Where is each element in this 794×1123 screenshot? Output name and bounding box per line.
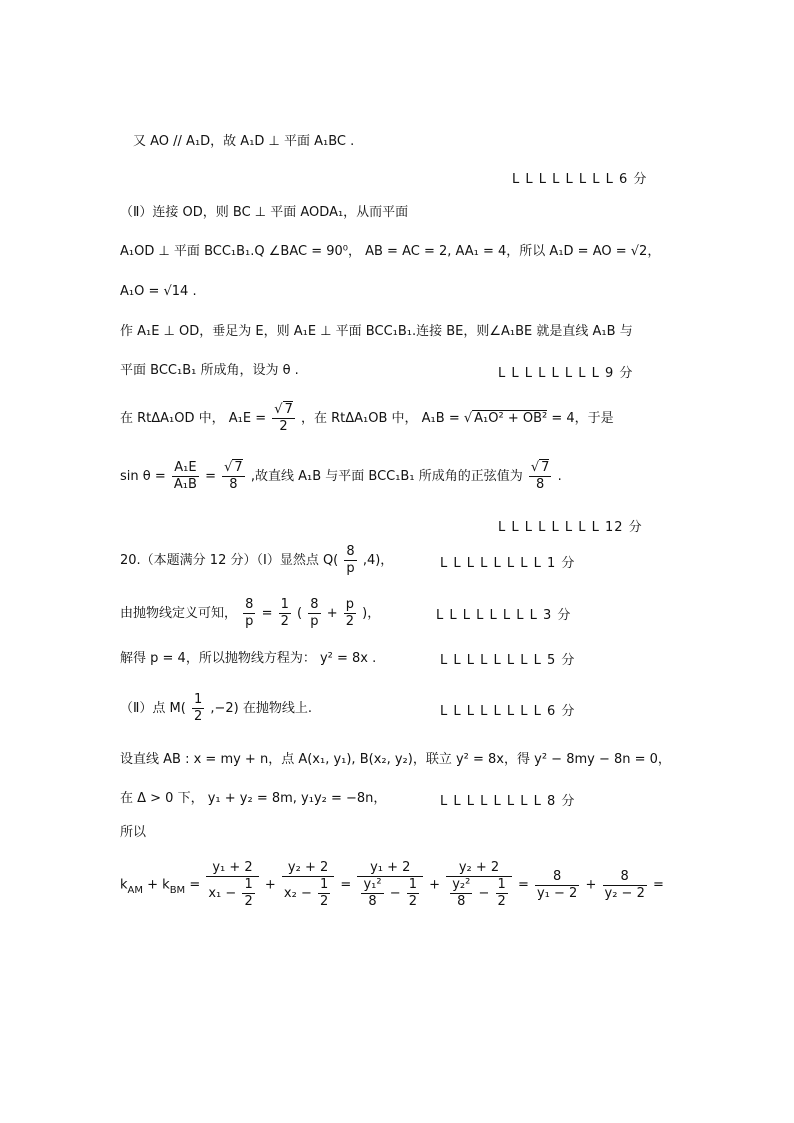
numerator: 8 xyxy=(603,869,647,886)
text-segment: （Ⅱ）点 M( xyxy=(120,701,186,716)
numerator: p xyxy=(344,597,356,614)
fraction xyxy=(344,544,356,577)
formula-line xyxy=(120,544,393,577)
text-line: A₁OD ⊥ 平面 BCC₁B₁.Q ∠BAC = 90⁰， AB = AC = 2, AA₁ = 4，所以 A₁D = AO = √2， xyxy=(120,244,661,259)
numerator: 1 xyxy=(408,877,418,892)
fraction xyxy=(407,877,419,910)
denominator: 2 xyxy=(244,894,253,909)
text-line: 设直线 AB : x = my + n，点 A(x₁, y₁), B(x₂, y₂)，联立 y² = 8x，得 y² − 8my − 8n = 0， xyxy=(120,752,671,767)
score-marker: L L L L L L L L 5 分 xyxy=(440,653,576,668)
text-line: 在 Δ > 0 下， y₁ + y₂ = 8m, y₁y₂ = −8n， xyxy=(120,791,387,806)
fraction xyxy=(344,597,356,630)
text-line: （Ⅱ）连接 OD，则 BC ⊥ 平面 AODA₁，从而平面 xyxy=(120,205,409,220)
fraction xyxy=(361,877,383,910)
text-line: A₁O = √14 . xyxy=(120,284,197,299)
subscript: AM xyxy=(127,884,143,896)
denominator: 8 xyxy=(457,894,466,909)
text-segment: k xyxy=(120,877,128,893)
text-segment: sin θ = xyxy=(120,469,166,484)
text-segment: + xyxy=(326,606,338,621)
numerator: 8 xyxy=(535,869,579,886)
fraction xyxy=(450,877,472,910)
numerator: y₂ + 2 xyxy=(282,860,334,877)
sqrt-radicand: 7 xyxy=(234,460,243,475)
fraction xyxy=(172,460,199,493)
numerator: y₂ + 2 xyxy=(446,860,512,877)
denominator: 2 xyxy=(193,709,203,724)
fraction xyxy=(496,877,508,910)
score-marker: L L L L L L L L 3 分 xyxy=(436,608,572,623)
score-marker: L L L L L L L L 6 分 xyxy=(440,704,576,719)
fraction xyxy=(192,692,204,725)
text-segment: ( xyxy=(297,606,303,621)
numerator: 1 xyxy=(244,877,253,892)
equals-sign: = xyxy=(517,877,529,893)
fraction xyxy=(279,597,291,630)
text-segment: = 4，于是 xyxy=(551,411,614,426)
text-segment: 在 RtΔA₁OD 中， A₁E = xyxy=(120,411,267,426)
denominator: p xyxy=(245,614,254,629)
score-marker: L L L L L L L L 1 分 xyxy=(440,556,576,571)
text-line: 解得 p = 4，所以抛物线方程为： y² = 8x . xyxy=(120,651,377,666)
numerator: 8 xyxy=(245,597,254,612)
formula-line xyxy=(120,597,380,630)
denominator: 2 xyxy=(279,419,288,434)
score-marker: L L L L L L L L 12 分 xyxy=(498,520,643,535)
text-segment: 由抛物线定义可知， xyxy=(120,606,238,621)
text-line: 平面 BCC₁B₁ 所成角，设为 θ . xyxy=(120,363,299,378)
sqrt-radicand: A₁O² + OB² xyxy=(474,411,548,426)
denominator: 2 xyxy=(408,894,418,909)
text-segment: = xyxy=(205,469,216,484)
text-segment: 20.（本题满分 12 分）（Ⅰ）显然点 Q( xyxy=(120,553,339,568)
fraction xyxy=(603,869,647,902)
denominator: 2 xyxy=(345,614,355,629)
text-segment: = xyxy=(261,606,273,621)
fraction xyxy=(206,860,258,910)
fraction xyxy=(222,460,245,493)
score-marker: L L L L L L L L 6 分 xyxy=(512,172,648,187)
equals-sign: = xyxy=(653,877,664,893)
numerator: 1 xyxy=(280,597,289,612)
formula-line xyxy=(120,460,562,493)
numerator: √ 7 xyxy=(224,460,243,475)
numerator: y₂² xyxy=(452,877,471,892)
numerator: y₁ + 2 xyxy=(206,860,258,877)
text-segment: + k xyxy=(143,877,170,893)
numerator: y₁ + 2 xyxy=(357,860,423,877)
denominator: p xyxy=(346,561,355,576)
plus-sign: + xyxy=(585,877,597,893)
fraction xyxy=(446,860,512,910)
numerator: y₁² xyxy=(363,877,382,892)
text-segment: ,−2) 在抛物线上. xyxy=(210,701,313,716)
text-segment: = xyxy=(185,877,201,893)
denominator: 8 xyxy=(229,477,238,492)
denominator: 8 xyxy=(368,894,377,909)
fraction xyxy=(357,860,423,910)
fraction xyxy=(272,402,295,435)
denominator: 8 xyxy=(535,477,545,492)
fraction xyxy=(243,597,255,630)
denominator: $\frac{\text{y₂²}}{8}$ − $\frac{1}{2}$ xyxy=(452,877,506,909)
text-segment: ,4)， xyxy=(362,553,394,568)
formula-line: 在 RtΔA₁OD 中， A₁E = $\frac{√ 7}{2}$ ，在 RtΔA₁OB 中， A₁B = √ A₁O² + OB² = 4，于是 xyxy=(120,402,614,434)
fraction xyxy=(318,877,330,910)
numerator: √ 7 xyxy=(530,460,550,475)
denominator: A₁B xyxy=(173,477,197,492)
plus-sign: + xyxy=(264,877,276,893)
denominator: y₂ − 2 xyxy=(604,885,645,901)
numerator: 8 xyxy=(310,597,319,612)
denominator xyxy=(206,877,258,910)
text-segment: ,故直线 A₁B 与平面 BCC₁B₁ 所成角的正弦值为 xyxy=(250,469,523,484)
sqrt-radicand: 7 xyxy=(541,460,550,475)
plus-sign: + xyxy=(429,877,441,893)
denominator: p xyxy=(310,614,319,629)
text-segment: ，在 RtΔA₁OB 中， A₁B = xyxy=(300,411,460,426)
sqrt-radicand: 7 xyxy=(284,402,293,417)
denominator xyxy=(282,877,334,910)
formula-line xyxy=(120,860,664,910)
numerator: 1 xyxy=(319,877,329,892)
numerator: 8 xyxy=(346,544,355,559)
text-segment: )， xyxy=(362,606,381,621)
subscript: BM xyxy=(169,884,186,896)
denominator: 2 xyxy=(497,894,506,909)
score-marker: L L L L L L L L 9 分 xyxy=(498,366,634,381)
fraction xyxy=(308,597,320,630)
numerator: 1 xyxy=(497,877,506,892)
score-marker: L L L L L L L L 8 分 xyxy=(440,794,576,809)
text-line: 作 A₁E ⊥ OD，垂足为 E，则 A₁E ⊥ 平面 BCC₁B₁.连接 BE，则∠A₁BE 就是直线 A₁B 与 xyxy=(120,324,633,339)
formula-line xyxy=(120,692,312,725)
numerator: √ 7 xyxy=(274,402,293,417)
fraction xyxy=(529,460,552,493)
text-line: 所以 xyxy=(120,825,147,840)
equals-sign: = xyxy=(340,877,352,893)
denominator: y₁ − 2 xyxy=(536,885,578,901)
denominator: $\frac{\text{y₁²}}{8}$ − $\frac{1}{2}$ xyxy=(363,877,418,909)
fraction xyxy=(242,877,254,910)
fraction xyxy=(535,869,579,902)
numerator: A₁E xyxy=(172,460,199,477)
text-segment: x₂ − xyxy=(283,886,312,901)
text-line: 又 AO // A₁D，故 A₁D ⊥ 平面 A₁BC . xyxy=(133,134,355,149)
text-segment: . xyxy=(557,469,562,484)
denominator: 2 xyxy=(280,614,289,629)
denominator: 2 xyxy=(319,894,329,909)
text-segment: x₁ − xyxy=(208,886,237,901)
fraction xyxy=(282,860,334,910)
numerator: 1 xyxy=(193,692,203,707)
